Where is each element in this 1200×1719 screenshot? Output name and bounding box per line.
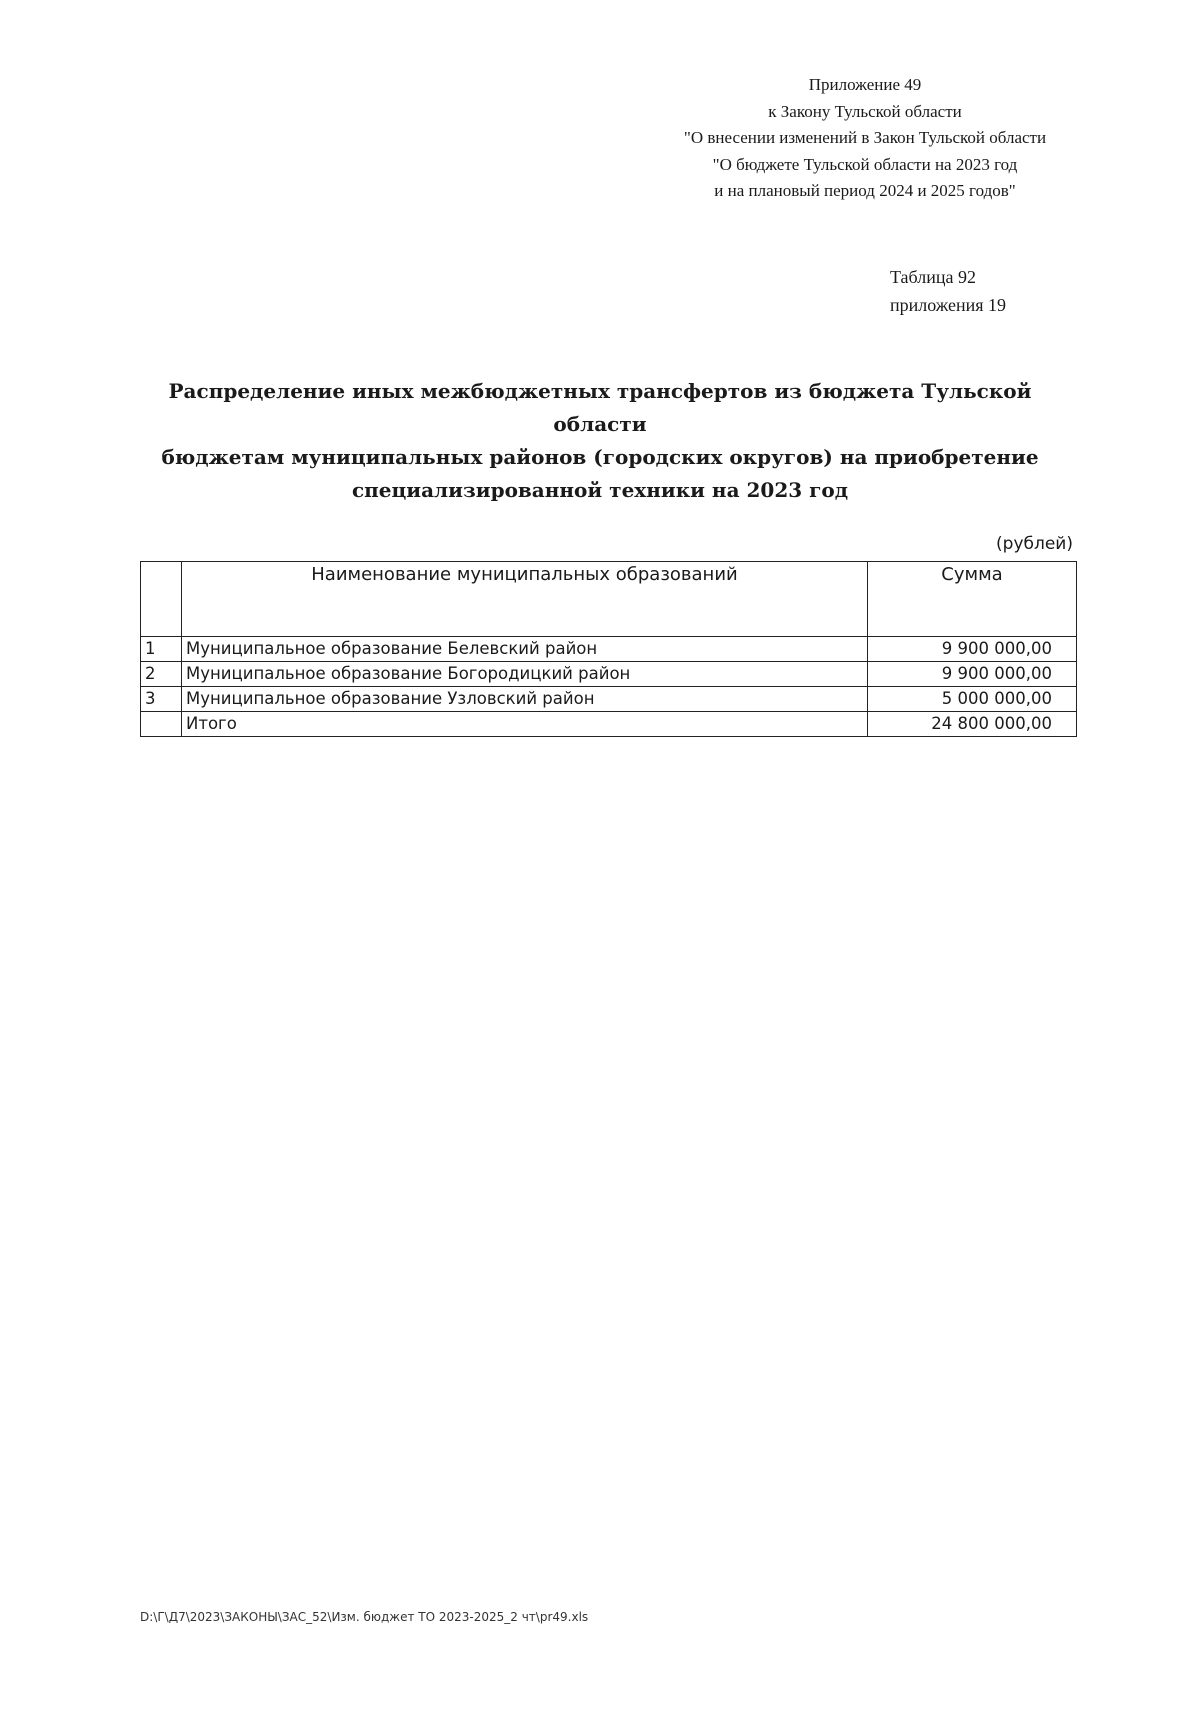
table-number: Таблица 92 — [890, 267, 976, 287]
appendix-line: к Закону Тульской области — [768, 101, 962, 121]
appendix-line: "О внесении изменений в Закон Тульской области — [683, 128, 1047, 147]
row-number: 2 — [141, 662, 182, 687]
distribution-table — [140, 561, 1077, 737]
row-sum: 9 900 000,00 — [868, 637, 1077, 662]
appendix-line: Приложение 49 — [808, 75, 922, 94]
header-sum: Сумма — [868, 562, 1077, 637]
header-name: Наименование муниципальных образований — [182, 562, 868, 637]
row-number: 3 — [141, 687, 182, 712]
table-reference — [890, 263, 1006, 319]
table-row — [141, 662, 1077, 687]
title-line: бюджетам муниципальных районов (городских округов) на приобретение — [161, 445, 1039, 469]
table-row — [141, 687, 1077, 712]
appendix-header — [660, 72, 1070, 205]
units-label: (рублей) — [996, 534, 1073, 554]
table-header-row — [141, 562, 1077, 637]
total-sum: 24 800 000,00 — [868, 712, 1077, 737]
table-appendix-ref: приложения 19 — [890, 295, 1007, 315]
appendix-line: и на плановый период 2024 и 2025 годов" — [714, 181, 1016, 200]
row-name: Муниципальное образование Белевский район — [182, 637, 868, 662]
appendix-line: "О бюджете Тульской области на 2023 год — [712, 154, 1018, 174]
row-sum: 5 000 000,00 — [868, 687, 1077, 712]
total-number — [141, 712, 182, 737]
title-line: Распределение иных межбюджетных трансфертов из бюджета Тульской области — [168, 379, 1032, 436]
title-line: специализированной техники на 2023 год — [351, 478, 849, 502]
table-total-row — [141, 712, 1077, 737]
row-name: Муниципальное образование Узловский район — [182, 687, 868, 712]
row-sum: 9 900 000,00 — [868, 662, 1077, 687]
total-label: Итого — [182, 712, 868, 737]
row-name: Муниципальное образование Богородицкий район — [182, 662, 868, 687]
table-row — [141, 637, 1077, 662]
file-path-footer: D:\Г\Д7\2023\ЗАКОНЫ\ЗАС_52\Изм. бюджет ТО 2023-2025_2 чт\pr49.xls — [140, 1610, 589, 1624]
header-number — [141, 562, 182, 637]
row-number: 1 — [141, 637, 182, 662]
document-title — [140, 375, 1060, 507]
